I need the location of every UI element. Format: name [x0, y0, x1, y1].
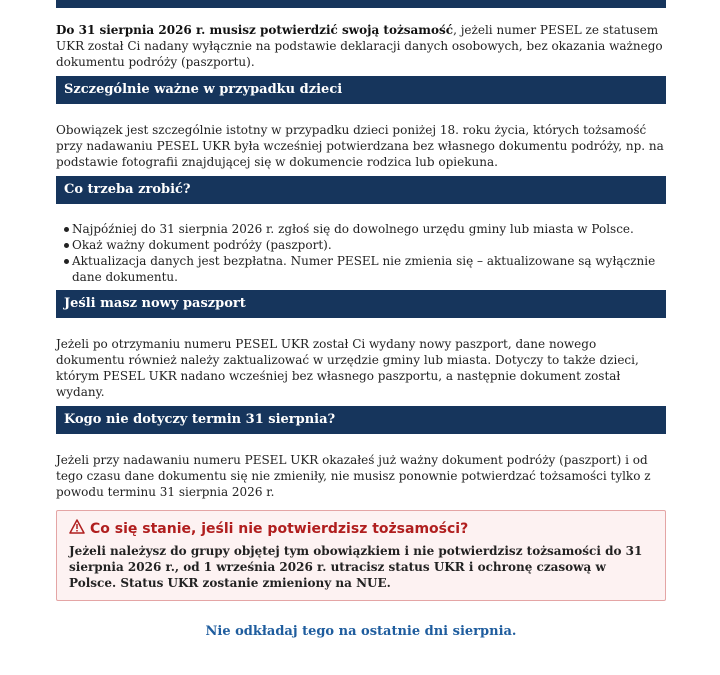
section-text-children: Obowiązek jest szczególnie istotny w przypadku dzieci poniżej 18. roku życia, których tożsamość przy nadawaniu PESEL UKR była wcześniej potwierdzana bez własnego dokumentu podróży, np. na podstawie fotografii znajdującej się w dokumencie rodzica lub opiekuna. — [56, 123, 664, 169]
list-item: Okaż ważny dokument podróży (paszport). — [56, 237, 666, 253]
document-page — [56, 0, 666, 641]
section-text-new-passport: Jeżeli po otrzymaniu numeru PESEL UKR został Ci wydany nowy paszport, dane nowego dokumentu również należy zaktualizować w urzędzie gminy lub miasta. Dotyczy to także dzieci, którym PESEL UKR nadano wcześniej bez własnego paszportu, a następnie dokument został wydany. — [56, 337, 639, 399]
intro-bold-text: Do 31 sierpnia 2026 r. musisz potwierdzić swoją tożsamość — [56, 23, 454, 37]
intro-text: , jeżeli numer PESEL ze statusem UKR został Ci nadany wyłącznie na podstawie deklaracji danych osobowych, bez okazania ważnego dokumentu podróży (paszportu). — [56, 23, 663, 69]
warning-title-row — [69, 519, 653, 539]
list-item: Aktualizacja danych jest bezpłatna. Numer PESEL nie zmienia się – aktualizowane są wyłącznie dane dokumentu. — [56, 253, 666, 285]
section-header-todo: Co trzeba zrobić? — [56, 176, 666, 204]
section-header-children: Szczególnie ważne w przypadku dzieci — [56, 76, 666, 104]
section-header-new-passport: Jeśli masz nowy paszport — [56, 290, 666, 318]
top-header-bar — [56, 0, 666, 8]
section-header-not-concerned: Kogo nie dotyczy termin 31 sierpnia? — [56, 406, 666, 434]
todo-list — [56, 221, 666, 285]
closing-reminder: Nie odkładaj tego na ostatnie dni sierpnia. — [205, 624, 517, 639]
section-text-not-concerned: Jeżeli przy nadawaniu numeru PESEL UKR okazałeś już ważny dokument podróży (paszport) i od tego czasu dane dokumentu się nie zmieniły, nie musisz ponownie potwierdzać tożsamości tylko z powodu terminu 31 sierpnia 2026 r. — [56, 453, 651, 499]
warning-text: Jeżeli należysz do grupy objętej tym obowiązkiem i nie potwierdzisz tożsamości do 31 sierpnia 2026 r., od 1 września 2026 r. utracisz status UKR i ochronę czasową w Polsce. Status UKR zostanie zmieniony na NUE. — [69, 544, 643, 590]
warning-title: Co się stanie, jeśli nie potwierdzisz tożsamości? — [90, 521, 469, 537]
intro-paragraph — [56, 22, 666, 70]
list-item: Najpóźniej do 31 sierpnia 2026 r. zgłoś się do dowolnego urzędu gminy lub miasta w Polsce. — [56, 221, 666, 237]
warning-box — [56, 510, 666, 601]
warning-triangle-icon — [69, 519, 90, 539]
